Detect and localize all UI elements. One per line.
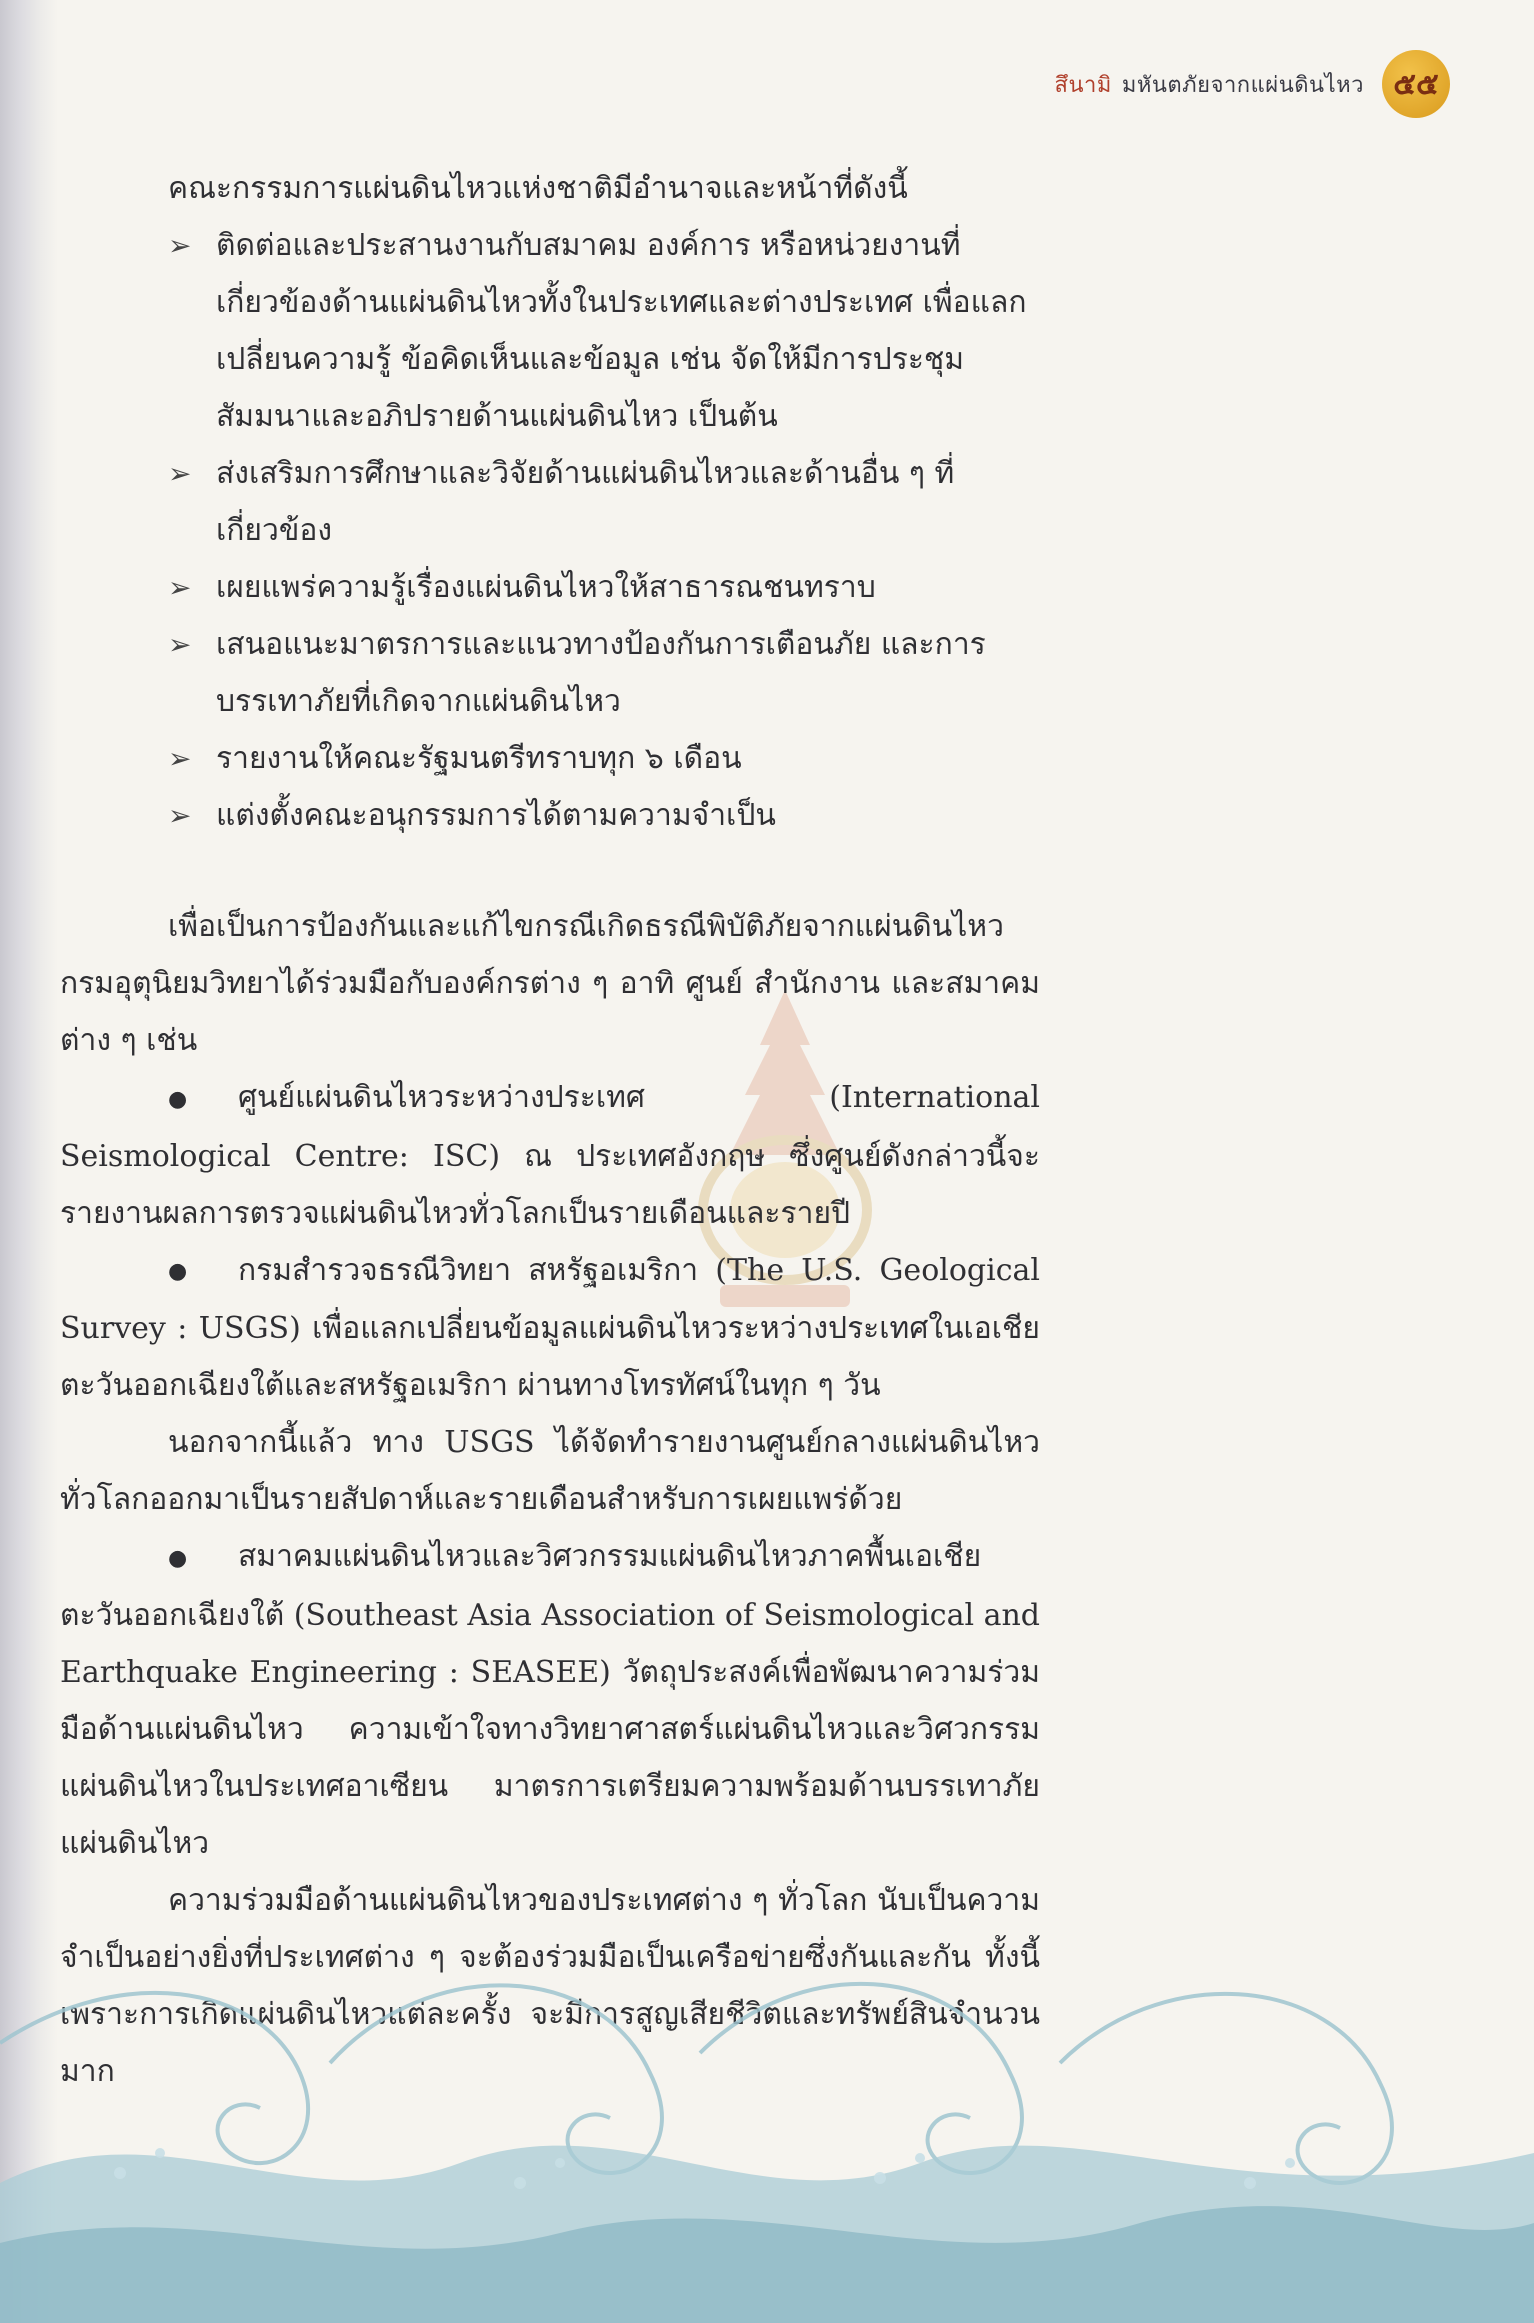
list-item xyxy=(168,559,1040,616)
list-item xyxy=(168,787,1040,844)
list-item xyxy=(168,730,1040,787)
header-title xyxy=(1055,67,1364,102)
usgs-report-paragraph: นอกจากนี้แล้ว ทาง USGS ได้จัดทำรายงานศูนย์กลางแผ่นดินไหวทั่วโลกออกมาเป็นรายสัปดาห์และรายเดือนสำหรับการเผยแพร่ด้วย xyxy=(60,1425,1040,1517)
list-item xyxy=(168,616,1040,730)
arrow-bullet-icon: ➢ xyxy=(168,742,192,775)
org-seasee-text: สมาคมแผ่นดินไหวและวิศวกรรมแผ่นดินไหวภาคพื้นเอเชียตะวันออกเฉียงใต้ (Southeast Asia Association of Seismological and Earthquake Engineering : SEASEE) วัตถุประสงค์เพื่อพัฒนาความร่วมมือด้านแผ่นดินไหว ความเข้าใจทางวิทยาศาสตร์แผ่นดินไหวและวิศวกรรมแผ่นดินไหวในประเทศอาเซียน มาตรการเตรียมความพร้อมด้านบรรเทาภัยแผ่นดินไหว xyxy=(60,1539,1041,1861)
arrow-bullet-icon: ➢ xyxy=(168,571,192,604)
dot-bullet-icon: ● xyxy=(168,1086,188,1112)
section-gap xyxy=(60,844,1040,898)
committee-duties-list xyxy=(60,217,1040,844)
list-item-text: รายงานให้คณะรัฐมนตรีทราบทุก ๖ เดือน xyxy=(216,741,742,776)
decorative-wave-border-icon xyxy=(0,1923,1534,2323)
committee-intro: คณะกรรมการแผ่นดินไหวแห่งชาติมีอำนาจและหน้าที่ดังนี้ xyxy=(168,171,908,206)
org-isc-text: ศูนย์แผ่นดินไหวระหว่างประเทศ (International Seismological Centre: ISC) ณ ประเทศอังกฤษ ซึ่งศูนย์ดังกล่าวนี้จะรายงานผลการตรวจแผ่นดินไหวทั่วโลกเป็นรายเดือนและรายปี xyxy=(60,1080,1040,1231)
dot-bullet-icon: ● xyxy=(168,1545,188,1571)
list-item-text: ส่งเสริมการศึกษาและวิจัยด้านแผ่นดินไหวและด้านอื่น ๆ ที่เกี่ยวข้อง xyxy=(216,456,955,548)
org-seasee-item xyxy=(60,1528,1040,1872)
list-item-text: แต่งตั้งคณะอนุกรรมการได้ตามความจำเป็น xyxy=(216,798,776,833)
org-isc-item xyxy=(60,1069,1040,1242)
header-book-title: มหันตภัยจากแผ่นดินไหว xyxy=(1121,72,1364,98)
list-item-text: ติดต่อและประสานงานกับสมาคม องค์การ หรือหน่วยงานที่เกี่ยวข้องด้านแผ่นดินไหวทั้งในประเทศและต่างประเทศ เพื่อแลกเปลี่ยนความรู้ ข้อคิดเห็นและข้อมูล เช่น จัดให้มีการประชุมสัมมนาและอภิปรายด้านแผ่นดินไหว เป็นต้น xyxy=(216,228,1027,434)
conclusion-paragraph: ความร่วมมือด้านแผ่นดินไหวของประเทศต่าง ๆ ทั่วโลก นับเป็นความจำเป็นอย่างยิ่งที่ประเทศต่าง ๆ จะต้องร่วมมือเป็นเครือข่ายซึ่งกันและกัน ทั้งนี้เพราะการเกิดแผ่นดินไหวแต่ละครั้ง จะมีการสูญเสียชีวิตและทรัพย์สินจำนวนมาก xyxy=(60,1882,1040,2089)
org-usgs-text: กรมสำรวจธรณีวิทยา สหรัฐอเมริกา (The U.S. Geological Survey : USGS) เพื่อแลกเปลี่ยนข้อมูลแผ่นดินไหวระหว่างประเทศในเอเชียตะวันออกเฉียงใต้และสหรัฐอเมริกา ผ่านทางโทรทัศน์ในทุก ๆ วัน xyxy=(60,1252,1040,1403)
list-item-text: เสนอแนะมาตรการและแนวทางป้องกันการเตือนภัย และการบรรเทาภัยที่เกิดจากแผ่นดินไหว xyxy=(216,627,986,719)
org-usgs-item xyxy=(60,1242,1040,1415)
page-body xyxy=(60,160,1040,2100)
cooperation-paragraph: เพื่อเป็นการป้องกันและแก้ไขกรณีเกิดธรณีพิบัติภัยจากแผ่นดินไหว กรมอุตุนิยมวิทยาได้ร่วมมือกับองค์กรต่าง ๆ อาทิ ศูนย์ สำนักงาน และสมาคมต่าง ๆ เช่น xyxy=(60,909,1040,1058)
arrow-bullet-icon: ➢ xyxy=(168,628,192,661)
list-item xyxy=(168,217,1040,445)
page-number: ๕๕ xyxy=(1393,66,1439,102)
dot-bullet-icon: ● xyxy=(168,1259,188,1284)
list-item-text: เผยแพร่ความรู้เรื่องแผ่นดินไหวให้สาธารณชนทราบ xyxy=(216,570,876,605)
header-series: สึนามิ xyxy=(1054,72,1112,98)
page-number-badge xyxy=(1382,50,1450,118)
arrow-bullet-icon: ➢ xyxy=(168,799,192,832)
arrow-bullet-icon: ➢ xyxy=(168,457,192,490)
running-header xyxy=(1055,46,1450,122)
arrow-bullet-icon: ➢ xyxy=(168,229,192,262)
list-item xyxy=(168,445,1040,559)
